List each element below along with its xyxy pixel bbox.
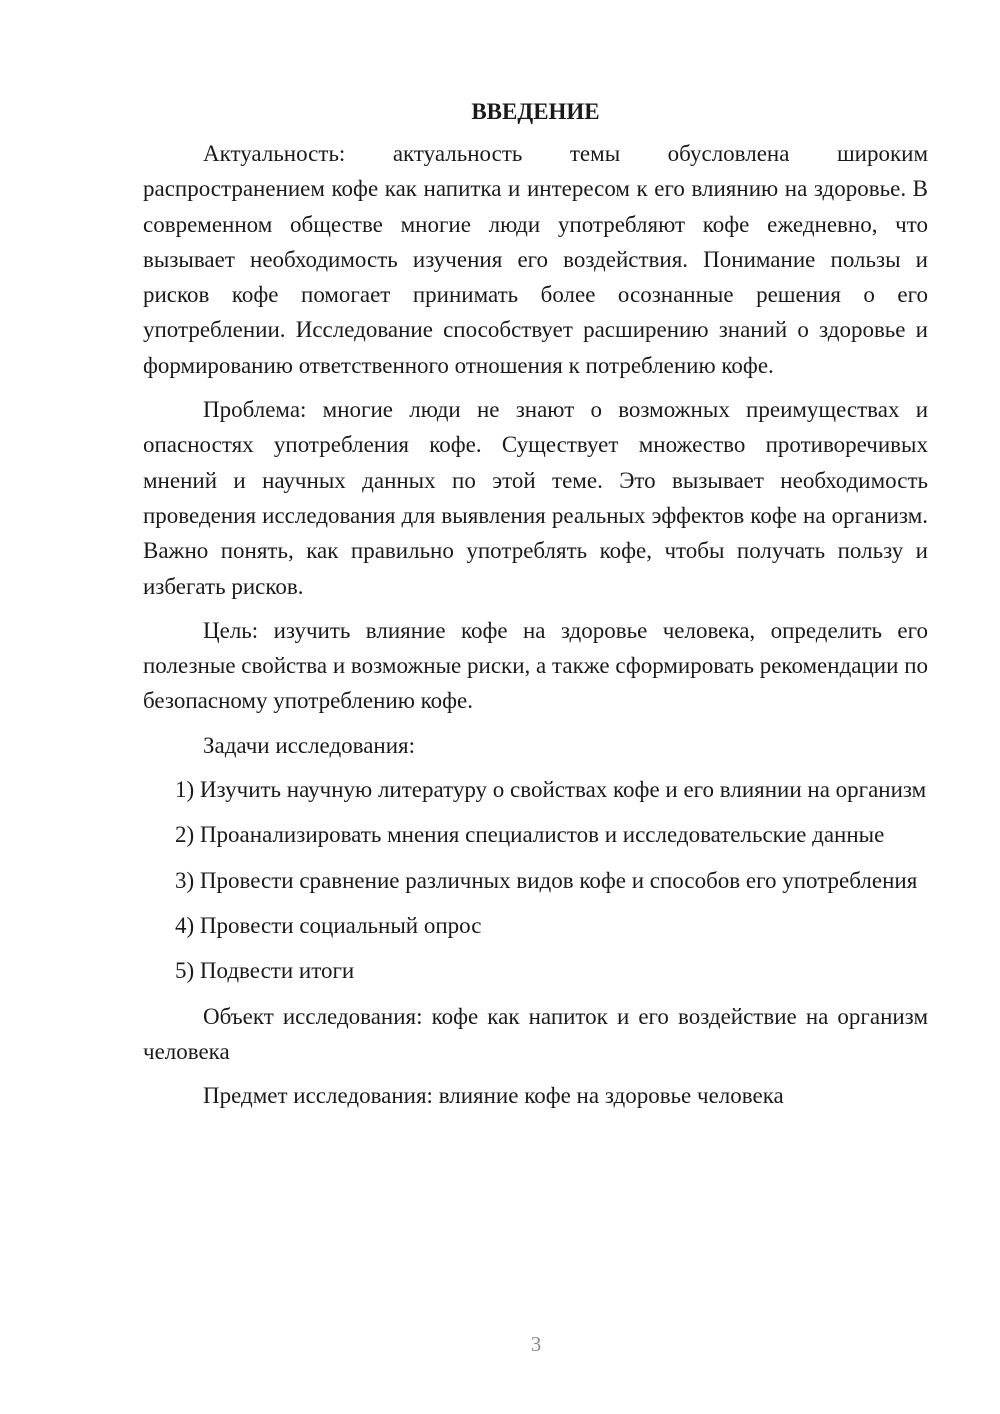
task-item: 2) Проанализировать мнения специалистов и исследовательские данные [175,822,885,848]
task-item: 4) Провести социальный опрос [175,912,482,938]
paragraph-relevance: Актуальность: актуальность темы обусловлена широким распространением кофе как напитка и интересом к его влиянию на здоровье. В современном обществе многие люди употребляют кофе ежедневно, что вызывает необходимость изучения его воздействия. Понимание пользы и рисков кофе помогает принимать более осознанные решения о его употреблении. Исследование способствует расширению знаний о здоровье и формированию ответственного отношения к потреблению кофе. [143,141,928,378]
paragraph-tasks-heading: Задачи исследования: [203,732,416,758]
paragraph-object: Объект исследования: кофе как напиток и его воздействие на организм человека [143,1003,928,1064]
task-item: 1) Изучить научную литературу о свойствах кофе и его влиянии на организм [175,777,927,803]
page-number: 3 [530,1332,542,1356]
task-item: 5) Подвести итоги [175,958,355,984]
page-title: ВВЕДЕНИЕ [471,99,600,124]
task-item: 3) Провести сравнение различных видов кофе и способов его употребления [175,867,918,893]
paragraph-problem: Проблема: многие люди не знают о возможных преимуществах и опасностях употребления кофе. Существует множество противоречивых мнений и научных данных по этой теме. Это вызывает необходимость проведения исследования для выявления реальных эффектов кофе на организм. Важно понять, как правильно употреблять кофе, чтобы получать пользу и избегать рисков. [143,397,928,599]
paragraph-goal: Цель: изучить влияние кофе на здоровье человека, определить его полезные свойства и возможные риски, а также сформировать рекомендации по безопасному употреблению кофе. [143,617,928,714]
page-content [143,94,928,1122]
paragraph-subject: Предмет исследования: влияние кофе на здоровье человека [203,1083,784,1109]
